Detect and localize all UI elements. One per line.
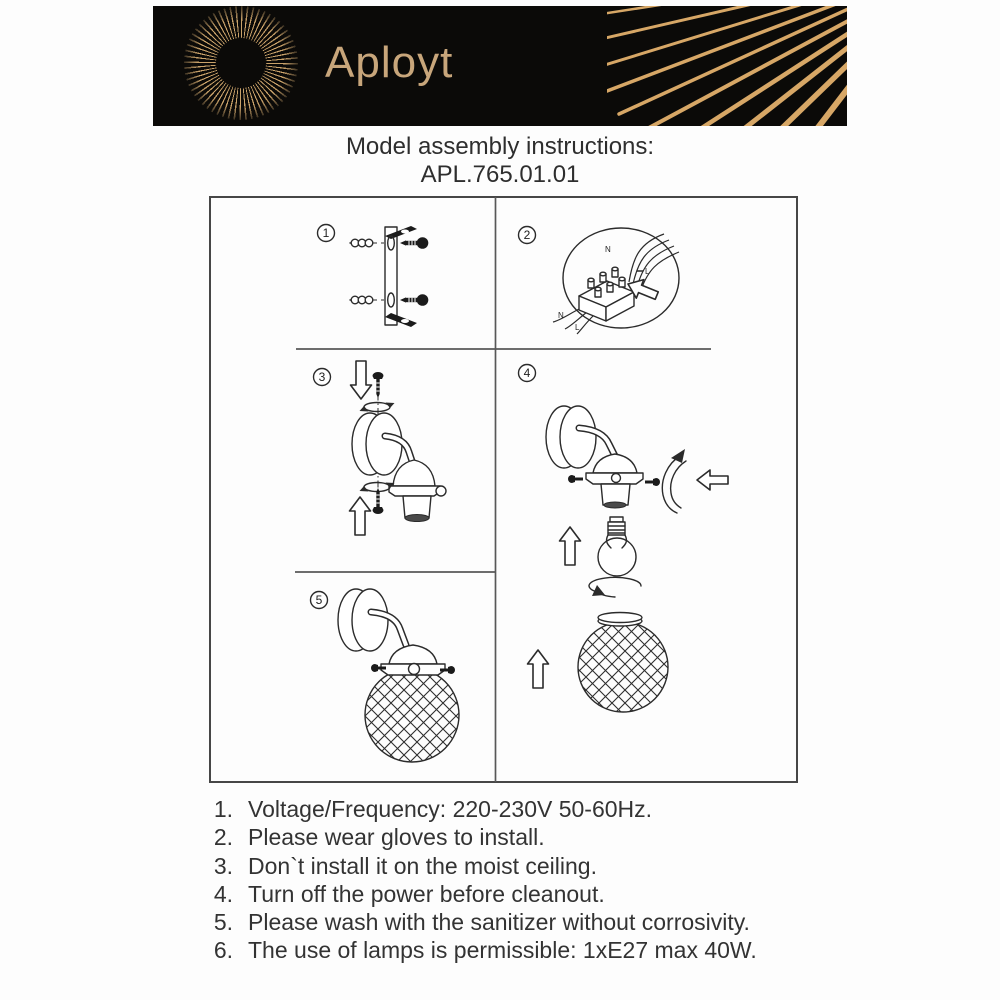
model-number: APL.765.01.01	[420, 161, 580, 188]
cap-knob	[409, 664, 420, 675]
note-text: Don`t install it on the moist ceiling.	[248, 852, 597, 879]
step-2-badge	[519, 227, 536, 244]
cap-knob	[436, 486, 446, 496]
left-arrow-icon	[697, 470, 728, 490]
rotate-arrow-icon	[662, 449, 686, 513]
wall-plate	[338, 589, 388, 651]
step-2-number: 2	[523, 228, 531, 242]
wire-label-l: L	[575, 323, 580, 332]
note-number: 1.	[213, 796, 233, 822]
note-item	[197, 908, 757, 936]
step-1-number: 1	[322, 226, 330, 240]
up-arrow-icon	[528, 650, 549, 688]
note-text: Please wear gloves to install.	[248, 824, 545, 851]
wire-label-l: L	[645, 267, 650, 276]
lamp-cap	[593, 454, 637, 473]
cap-knob	[612, 474, 621, 483]
assembly-diagram	[209, 196, 798, 788]
wall-anchor-icon	[350, 296, 373, 304]
note-item	[197, 795, 757, 823]
brand-banner	[153, 6, 847, 126]
assembly-diagram-svg	[209, 196, 798, 783]
note-text: Please wash with the sanitizer without corrosivity.	[248, 909, 750, 936]
wire-label-n: N	[558, 311, 564, 320]
side-screw-icon	[568, 475, 583, 483]
step-1-badge	[318, 225, 335, 242]
corner-rays-icon	[607, 6, 847, 126]
wall-plate	[352, 413, 402, 475]
lamp-cap	[389, 645, 437, 664]
note-number: 4.	[213, 880, 233, 907]
notes-list	[197, 795, 757, 965]
light-bulb-icon	[598, 517, 636, 576]
step4-bulb-shade-diagram	[519, 365, 729, 713]
page-title: Model assembly instructions:	[345, 133, 655, 160]
title-block	[0, 133, 1000, 189]
wall-anchor-icon	[350, 239, 373, 247]
note-text: Turn off the power before cleanout.	[248, 880, 605, 907]
rotate-washer-icon	[360, 403, 395, 412]
side-screw-icon	[645, 478, 660, 486]
sunburst-logo-icon	[184, 6, 298, 120]
step1-bracket-diagram	[318, 225, 429, 328]
step3-arm-mount-diagram	[314, 361, 447, 535]
step-4-number: 4	[523, 366, 531, 380]
brand-name: Aployt	[325, 38, 454, 87]
note-item	[197, 852, 757, 880]
note-number: 6.	[213, 937, 233, 964]
step-4-badge	[519, 365, 536, 382]
note-text: Voltage/Frequency: 220-230V 50-60Hz.	[248, 796, 653, 822]
down-arrow-icon	[351, 361, 372, 399]
step-5-badge	[311, 592, 328, 609]
up-arrow-icon	[350, 497, 371, 535]
mounting-screw-icon	[400, 237, 428, 249]
up-arrow-icon	[560, 527, 581, 565]
note-number: 2.	[213, 824, 233, 851]
note-item	[197, 823, 757, 851]
twist-arrow-icon	[589, 577, 641, 597]
wire-label-n: N	[605, 245, 611, 254]
note-number: 5.	[213, 909, 233, 936]
screw-icon	[373, 372, 384, 398]
step-3-badge	[314, 369, 331, 386]
lamp-cap	[393, 460, 435, 486]
note-item	[197, 880, 757, 908]
wall-plate	[546, 406, 596, 468]
note-number: 3.	[213, 852, 233, 879]
step2-wiring-diagram	[519, 227, 680, 335]
note-item	[197, 936, 757, 964]
step-5-number: 5	[315, 593, 323, 607]
note-text: The use of lamps is permissible: 1xE27 max 40W.	[248, 937, 757, 964]
step-3-number: 3	[318, 370, 326, 384]
step5-finished-lamp-diagram	[311, 589, 460, 762]
mounting-screw-icon	[400, 294, 428, 306]
